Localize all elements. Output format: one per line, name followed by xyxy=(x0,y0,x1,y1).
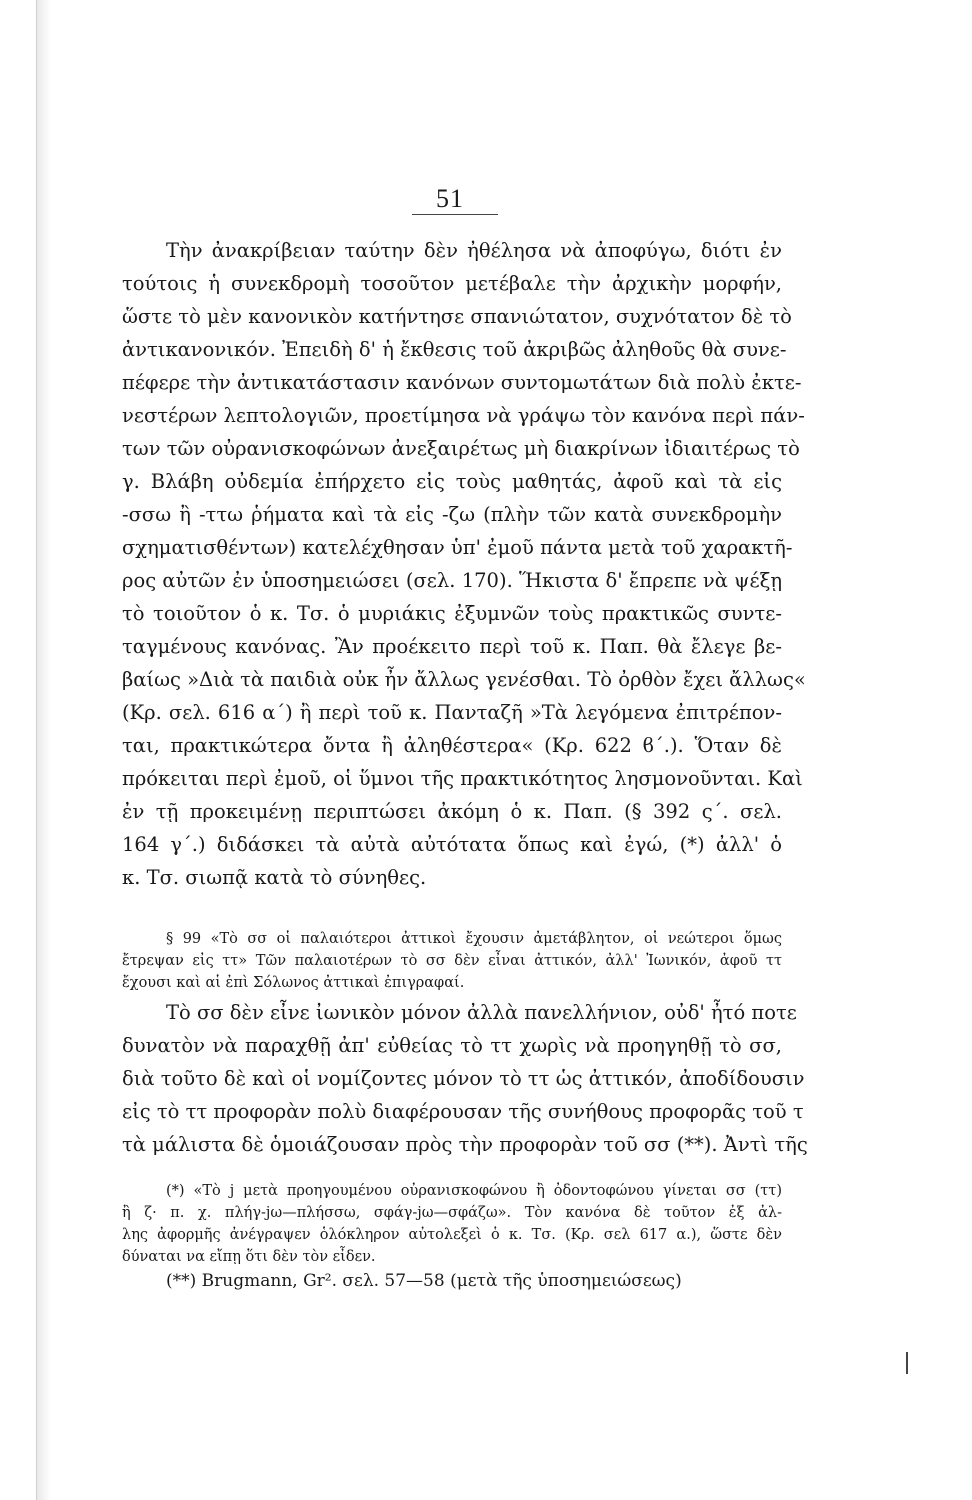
text-line: σχηματισθέντων) κατελέχθησαν ὑπ' ἐμοῦ πάντα μετὰ τοῦ χαρακτῆ- xyxy=(122,536,793,559)
text-line: Τὸ σσ δὲν εἶνε ἰωνικὸν μόνον ἀλλὰ πανελλήνιον, οὐδ' ἦτό ποτε xyxy=(166,1001,797,1024)
text-line: εἰς τὸ ττ προφορὰν πολὺ διαφέρουσαν τῆς συνήθους προφορᾶς τοῦ τ xyxy=(122,1100,804,1123)
text-line: (Κρ. σελ. 616 α΄) ἢ περὶ τοῦ κ. Πανταζῆ »Τὰ λεγόμενα ἐπιτρέπον- xyxy=(122,701,782,724)
text-line: 164 γ΄.) διδάσκει τὰ αὐτὰ αὐτότατα ὅπως καὶ ἐγώ, (*) ἀλλ' ὁ xyxy=(122,833,782,856)
continuation-paragraph xyxy=(122,996,808,1161)
main-paragraph xyxy=(122,234,806,894)
text-line: ρος αὐτῶν ἐν ὑποσημειώσει (σελ. 170). Ἥκιστα δ' ἔπρεπε νὰ ψέξῃ xyxy=(122,569,782,592)
footnote-line: λης ἀφορμῆς ἀνέγραψεν ὁλόκληρον αὐτολεξεὶ ὁ κ. Τσ. (Κρ. σελ 617 α.), ὥστε δὲν xyxy=(122,1227,782,1243)
footnote-line: (*) «Τὸ j μετὰ προηγουμένου οὐρανισκοφώνου ἢ ὀδοντοφώνου γίνεται σσ (ττ) xyxy=(166,1183,782,1199)
text-line: § 99 «Τὸ σσ οἱ παλαιότεροι ἀττικοὶ ἔχουσιν ἀμετάβλητον, οἱ νεώτεροι ὅμως xyxy=(166,931,782,947)
text-line: πέφερε τὴν ἀντικατάστασιν κανόνων συντομωτάτων διὰ πολὺ ἐκτε- xyxy=(122,371,802,394)
margin-mark xyxy=(906,1352,908,1374)
text-line: ἐν τῇ προκειμένῃ περιπτώσει ἀκόμη ὁ κ. Παπ. (§ 392 ς΄. σελ. xyxy=(122,800,782,823)
text-line: ὥστε τὸ μὲν κανονικὸν κατήντησε σπανιώτατον, συχνότατον δὲ τὸ xyxy=(122,305,792,328)
text-line: των τῶν οὐρανισκοφώνων ἀνεξαιρέτως μὴ διακρίνων ἰδιαιτέρως τὸ xyxy=(122,437,800,460)
page-number-rule xyxy=(412,214,498,215)
text-line: δυνατὸν νὰ παραχθῇ ἀπ' εὐθείας τὸ ττ χωρὶς νὰ προηγηθῇ τὸ σσ, xyxy=(122,1034,782,1057)
text-line: τὰ μάλιστα δὲ ὁμοιάζουσαν πρὸς τὴν προφορὰν τοῦ σσ (**). Ἀντὶ τῆς xyxy=(122,1133,808,1156)
footnote-line: δύναται να εἴπῃ ὅτι δὲν τὸν εἶδεν. xyxy=(122,1249,376,1265)
text-line: κ. Τσ. σιωπᾷ κατὰ τὸ σύνηθες. xyxy=(122,866,427,889)
text-line: πρόκειται περὶ ἐμοῦ, οἱ ὕμνοι τῆς πρακτικότητος λησμονοῦνται. Καὶ xyxy=(122,767,803,790)
text-line: γ. Βλάβη οὐδεμία ἐπήρχετο εἰς τοὺς μαθητάς, ἀφοῦ καὶ τὰ εἰς xyxy=(122,470,782,493)
text-line: -σσω ἢ -ττω ῥήματα καὶ τὰ εἰς -ζω (πλὴν τῶν κατὰ συνεκδρομὴν xyxy=(122,503,782,526)
footnote-line: ἢ ζ· π. χ. πλήγ-jω—πλήσσω, σφάγ-jω—σφάζω». Τὸν κανόνα δὲ τοῦτον ἐξ ἀλ- xyxy=(122,1205,782,1221)
text-line: τὸ τοιοῦτον ὁ κ. Τσ. ὁ μυριάκις ἐξυμνῶν τοὺς πρακτικῶς συντε- xyxy=(122,602,782,625)
text-line: νεστέρων λεπτολογιῶν, προετίμησα νὰ γράψω τὸν κανόνα περὶ πάν- xyxy=(122,404,805,427)
text-line: διὰ τοῦτο δὲ καὶ οἱ νομίζοντες μόνον τὸ ττ ὡς ἀττικόν, ἀποδίδουσιν xyxy=(122,1067,805,1090)
text-line: Τὴν ἀνακρίβειαν ταύτην δὲν ἠθέλησα νὰ ἀποφύγω, διότι ἐν xyxy=(166,239,782,262)
footnotes xyxy=(122,1180,782,1294)
text-line: ἔτρεψαν εἰς ττ» Τῶν παλαιοτέρων τὸ σσ δὲν εἶναι ἀττικόν, ἀλλ' Ἰωνικόν, ἀφοῦ ττ xyxy=(122,953,782,969)
text-line: βαίως »Διὰ τὰ παιδιὰ οὐκ ἦν ἄλλως γενέσθαι. Τὸ ὀρθὸν ἔχει ἄλλως« xyxy=(122,668,806,691)
text-line: ται, πρακτικώτερα ὄντα ἢ ἀληθέστερα« (Κρ. 622 ϐ΄.). Ὅταν δὲ xyxy=(122,734,782,757)
text-line: ἀντικανονικόν. Ἐπειδὴ δ' ἡ ἔκθεσις τοῦ ἀκριβῶς ἀληθοῦς θὰ συνε- xyxy=(122,338,787,361)
footnote-line: (**) Brugmann, Gr². σελ. 57—58 (μετὰ τῆς ὑποσημειώσεως) xyxy=(166,1271,682,1291)
text-line: τούτοις ἡ συνεκδρομὴ τοσοῦτον μετέβαλε τὴν ἀρχικὴν μορφήν, xyxy=(122,272,782,295)
page-binding-edge xyxy=(36,0,51,1500)
text-line: ἔχουσι καὶ αἱ ἐπὶ Σόλωνος ἀττικαὶ ἐπιγραφαί. xyxy=(122,975,465,991)
page-number: 51 xyxy=(436,184,464,213)
section-99-quote xyxy=(122,928,782,994)
text-line: ταγμένους κανόνας. Ἂν προέκειτο περὶ τοῦ κ. Παπ. θὰ ἔλεγε βε- xyxy=(122,635,782,658)
